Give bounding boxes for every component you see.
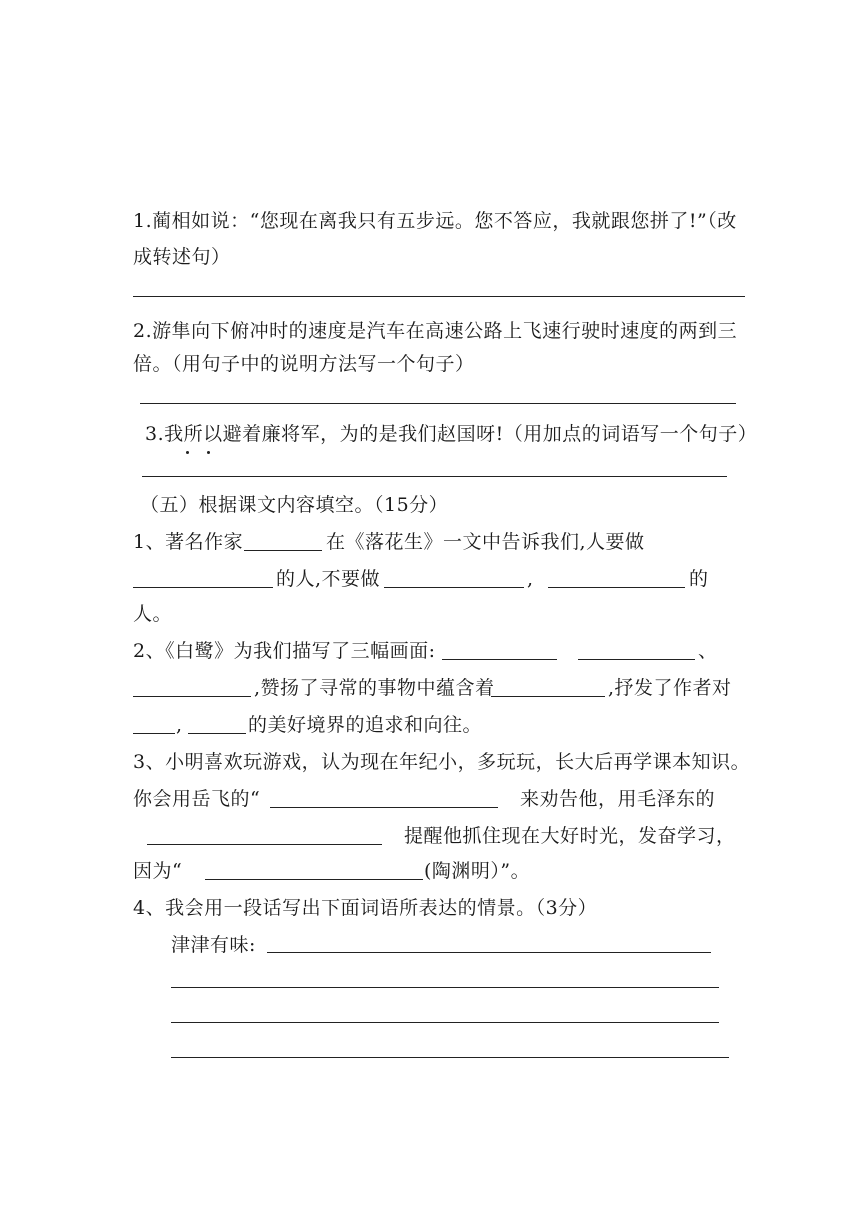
item2-text-f: 的美好境界的追求和向往。 — [248, 714, 483, 736]
item3-text-b: 来劝告他，用毛泽东的 — [520, 788, 716, 810]
item4-answer-line-1[interactable] — [267, 952, 711, 953]
item2-blank-6[interactable] — [188, 733, 246, 734]
item1-blank-3[interactable] — [548, 587, 685, 588]
q1-text-line1: 1.蔺相如说：“您现在离我只有五步远。您不答应，我就跟您拼了!”（改 — [133, 210, 737, 232]
item2-blank-4[interactable] — [491, 696, 605, 697]
item2-text-a: 2、《白鹭》为我们描写了三幅画面: — [133, 640, 436, 662]
item2-blank-3[interactable] — [133, 696, 251, 697]
section5-heading: （五）根据课文内容填空。（15分） — [140, 494, 449, 516]
item1-blank-2[interactable] — [384, 587, 524, 588]
item3-text-e: (陶渊明）”。 — [424, 860, 531, 882]
item3-text-d: 因为“ — [133, 860, 183, 882]
q2-text-line1: 2.游隼向下俯冲时的速度是汽车在高速公路上飞速行驶时速度的两到三 — [133, 320, 738, 342]
q2-answer-line[interactable] — [140, 403, 736, 404]
item1-text-a: 1、著名作家 — [133, 531, 244, 553]
item1-text-f: 人。 — [133, 603, 173, 625]
item4-label: 津津有味: — [171, 934, 256, 956]
item1-text-c: 的人,不要做 — [276, 568, 381, 590]
q2-text-line2: 倍。（用句子中的说明方法写一个句子） — [133, 353, 475, 375]
q1-answer-line[interactable] — [133, 296, 745, 297]
item2-text-c: ,赞扬了寻常的事物中蕴含着 — [254, 677, 495, 699]
item1-text-e: 的 — [689, 568, 709, 590]
q1-text-line2: 成转述句） — [133, 246, 231, 268]
item4-answer-line-3[interactable] — [171, 1022, 719, 1023]
item3-text-a: 你会用岳飞的“ — [133, 788, 261, 810]
emphasis-dot — [186, 451, 189, 454]
item3-blank-yuefei[interactable] — [270, 807, 498, 808]
item1-blank-1[interactable] — [133, 587, 273, 588]
item2-text-d: ,抒发了作者对 — [608, 677, 732, 699]
emphasis-dot — [207, 451, 210, 454]
q3-text-line1: 3.我所以避着廉将军，为的是我们赵国呀!（用加点的词语写一个句子） — [145, 423, 758, 445]
item4-answer-line-4[interactable] — [171, 1057, 729, 1058]
q3-answer-line[interactable] — [142, 476, 727, 477]
item4-answer-line-2[interactable] — [171, 987, 719, 988]
item1-blank-author[interactable] — [244, 550, 322, 551]
item1-text-b: 在《落花生》一文中告诉我们,人要做 — [326, 531, 645, 553]
item2-text-e: , — [176, 714, 183, 736]
item2-blank-1[interactable] — [442, 659, 557, 660]
item3-blank-taoyuanming[interactable] — [205, 879, 423, 880]
item2-blank-5[interactable] — [133, 733, 175, 734]
item1-text-d: , — [527, 568, 534, 590]
item2-blank-2[interactable] — [578, 659, 695, 660]
item4-text-line1: 4、我会用一段话写出下面词语所表达的情景。（3分） — [133, 897, 598, 919]
item3-text-line1: 3、小明喜欢玩游戏，认为现在年纪小，多玩玩，长大后再学课本知识。 — [133, 751, 751, 773]
item2-text-b: 、 — [698, 640, 718, 662]
item3-blank-maozedong[interactable] — [147, 844, 382, 845]
item3-text-c: 提醒他抓住现在大好时光，发奋学习， — [404, 825, 736, 847]
